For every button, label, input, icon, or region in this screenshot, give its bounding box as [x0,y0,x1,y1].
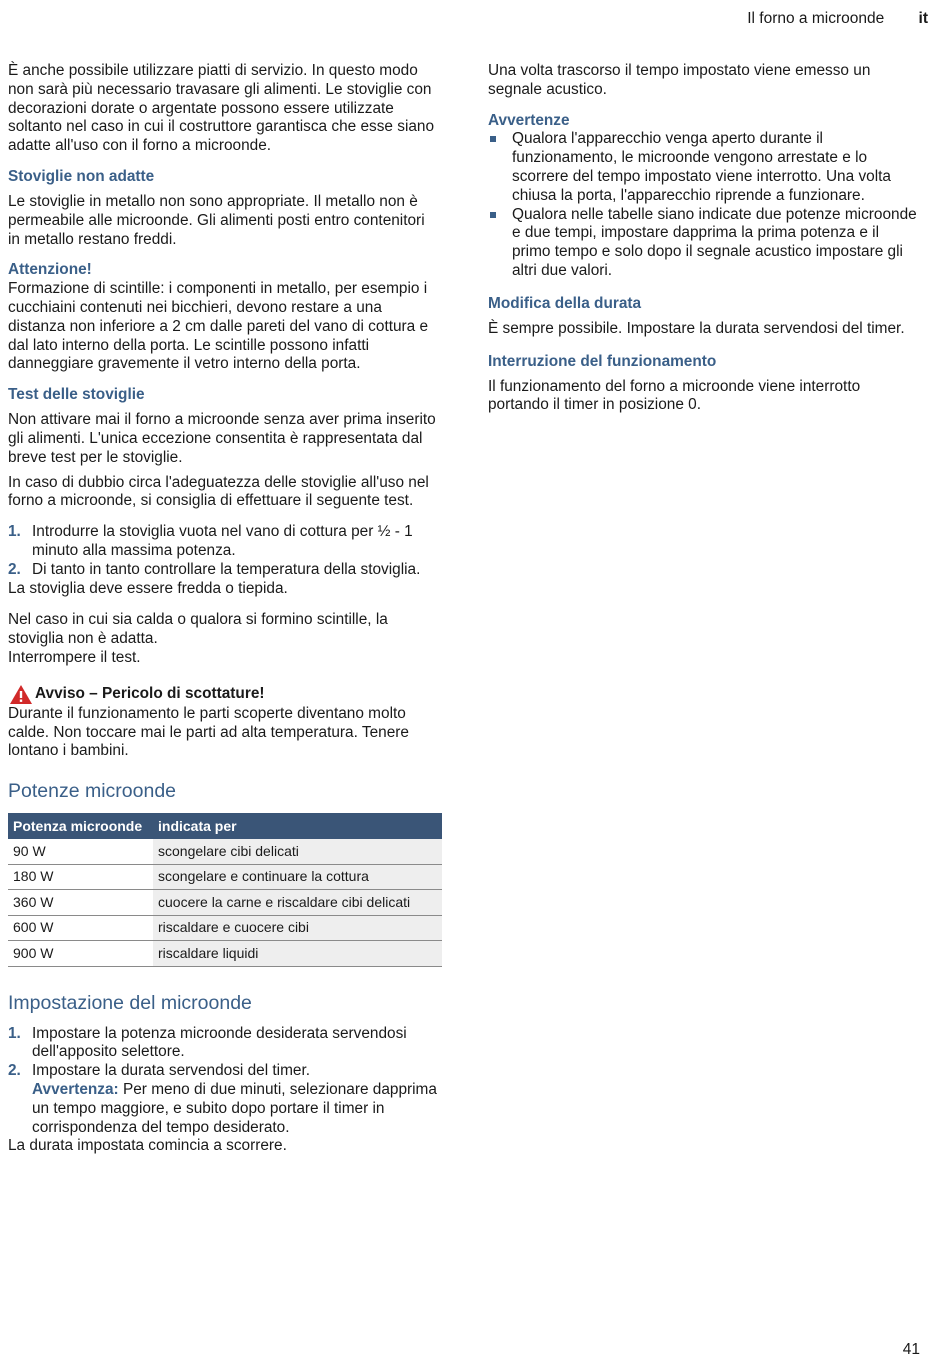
list-item [8,1062,440,1137]
setting-note-text: Per meno di due minuti, selezionare dapprima un tempo maggiore, e subito dopo portare il timer in corrispondenza del tempo desiderato. [32,1081,437,1136]
step-number: 2. [8,560,21,578]
power-column-header: Potenza microonde [8,813,153,839]
power-cell: 360 W [8,890,153,916]
setting-result: La durata impostata comincia a scorrere. [8,1137,287,1155]
use-cell: riscaldare e cuocere cibi [153,915,442,941]
test-hot-paragraph [8,611,440,667]
table-row [8,941,442,967]
signal-paragraph: Una volta trascorso il tempo impostato viene emesso un segnale acustico. [488,62,871,98]
note-text: Qualora nelle tabelle siano indicate due potenze microonde e due tempi, impostare dapprima la prima potenza e il primo tempo e solo dopo il segnale acustico impostare gli altri due valori. [512,205,917,279]
test-steps-list [8,523,440,579]
right-column [488,62,920,425]
burn-warning [8,684,440,761]
test-result: La stoviglia deve essere fredda o tiepida. [8,579,288,597]
square-bullet-icon [490,136,496,142]
use-cell: scongelare e continuare la cottura [153,864,442,890]
power-cell: 180 W [8,864,153,890]
header-language: it [918,10,928,27]
power-cell: 900 W [8,941,153,967]
warning-title-text: Avviso – Pericolo di scottature! [35,684,265,702]
test-hot-line-2: Interrompere il test. [8,648,141,666]
warning-paragraph: Durante il funzionamento le parti scoperte diventano molto calde. Non toccare mai le parti ad alta temperatura. Tenere lontano i bambini. [8,704,409,760]
page-header [747,10,928,29]
page-number: 41 [902,1341,920,1359]
list-item [8,561,440,580]
unsuitable-heading: Stoviglie non adatte [8,167,155,185]
test-paragraph-2: In caso di dubbio circa l'adeguatezza delle stoviglie all'uso nel forno a microonde, si consiglia di effettuare il seguente test. [8,473,429,510]
left-column [8,62,440,1166]
step-text: Di tanto in tanto controllare la temperatura della stoviglia. [32,560,421,578]
stop-operation-paragraph: Il funzionamento del forno a microonde viene interrotto portando il timer in posizione 0. [488,377,861,414]
change-duration-paragraph: È sempre possibile. Impostare la durata servendosi del timer. [488,319,905,337]
step-number: 1. [8,523,21,541]
header-section-title: Il forno a microonde [747,10,885,27]
list-item [8,523,440,561]
use-cell: riscaldare liquidi [153,941,442,967]
warning-heading [8,684,440,705]
table-header-row [8,813,442,839]
intro-paragraph: È anche possibile utilizzare piatti di servizio. In questo modo non sarà più necessario travasare gli alimenti. Le stoviglie con decorazioni dorate o argentate possono essere utilizzate soltanto nel caso in cui il costruttore garantisca che esse siano adatte all'uso con il forno a microonde. [8,62,435,155]
table-row [8,915,442,941]
stop-operation-heading: Interruzione del funzionamento [488,352,717,370]
note-text: Qualora l'apparecchio venga aperto durante il funzionamento, le microonde vengono arrestate e lo scorrere del tempo impostato viene interrotto. Una volta chiusa la porta, l'apparecchio riprende a funzionare. [512,130,891,204]
test-paragraph-1: Non attivare mai il forno a microonde senza aver prima inserito gli alimenti. L'unica eccezione consentita è rappresentata dal breve test per le stoviglie. [8,411,436,466]
unsuitable-paragraph: Le stoviglie in metallo non sono appropriate. Il metallo non è permeabile alle microonde. Gli alimenti posti entro contenitori in metallo restano freddi. [8,192,425,248]
power-cell: 600 W [8,915,153,941]
step-text: Impostare la potenza microonde desiderata servendosi dell'apposito selettore. [32,1024,407,1061]
table-row [8,839,442,864]
square-bullet-icon [490,212,496,218]
use-cell: cuocere la carne e riscaldare cibi delicati [153,890,442,916]
setting-steps-list [8,1025,440,1138]
step-text: Introdurre la stoviglia vuota nel vano di cottura per ½ - 1 minuto alla massima potenza. [32,523,413,559]
attention-heading: Attenzione! [8,261,92,279]
setting-note [32,1081,440,1137]
table-row [8,890,442,916]
list-item [488,206,920,281]
notes-list [488,130,920,280]
power-table [8,813,442,967]
warning-triangle-icon [9,684,33,705]
attention-paragraph: Formazione di scintille: i componenti in metallo, per esempio i cucchiaini contenuti nei bicchieri, devono restare a una distanza non inferiore a 2 cm dalle pareti del vano di cottura e dal lato interno della porta. Le scintille possono infatti danneggiare gravemente il vetro interno della porta. [8,280,429,373]
table-row [8,864,442,890]
power-heading: Potenze microonde [8,780,177,803]
change-duration-heading: Modifica della durata [488,294,642,312]
attention-block [8,261,440,374]
step-number: 1. [8,1024,21,1042]
use-cell: scongelare cibi delicati [153,839,442,864]
notes-heading: Avvertenze [488,111,570,129]
step-text: Impostare la durata servendosi del timer. [32,1062,311,1080]
list-item [488,130,920,205]
use-column-header: indicata per [153,813,442,839]
setting-heading: Impostazione del microonde [8,991,252,1014]
power-cell: 90 W [8,839,153,864]
list-item [8,1025,440,1063]
step-number: 2. [8,1062,21,1080]
test-heading: Test delle stoviglie [8,386,145,404]
setting-note-label: Avvertenza: [32,1081,119,1098]
test-hot-line-1: Nel caso in cui sia calda o qualora si formino scintille, la stoviglia non è adatta. [8,611,388,648]
